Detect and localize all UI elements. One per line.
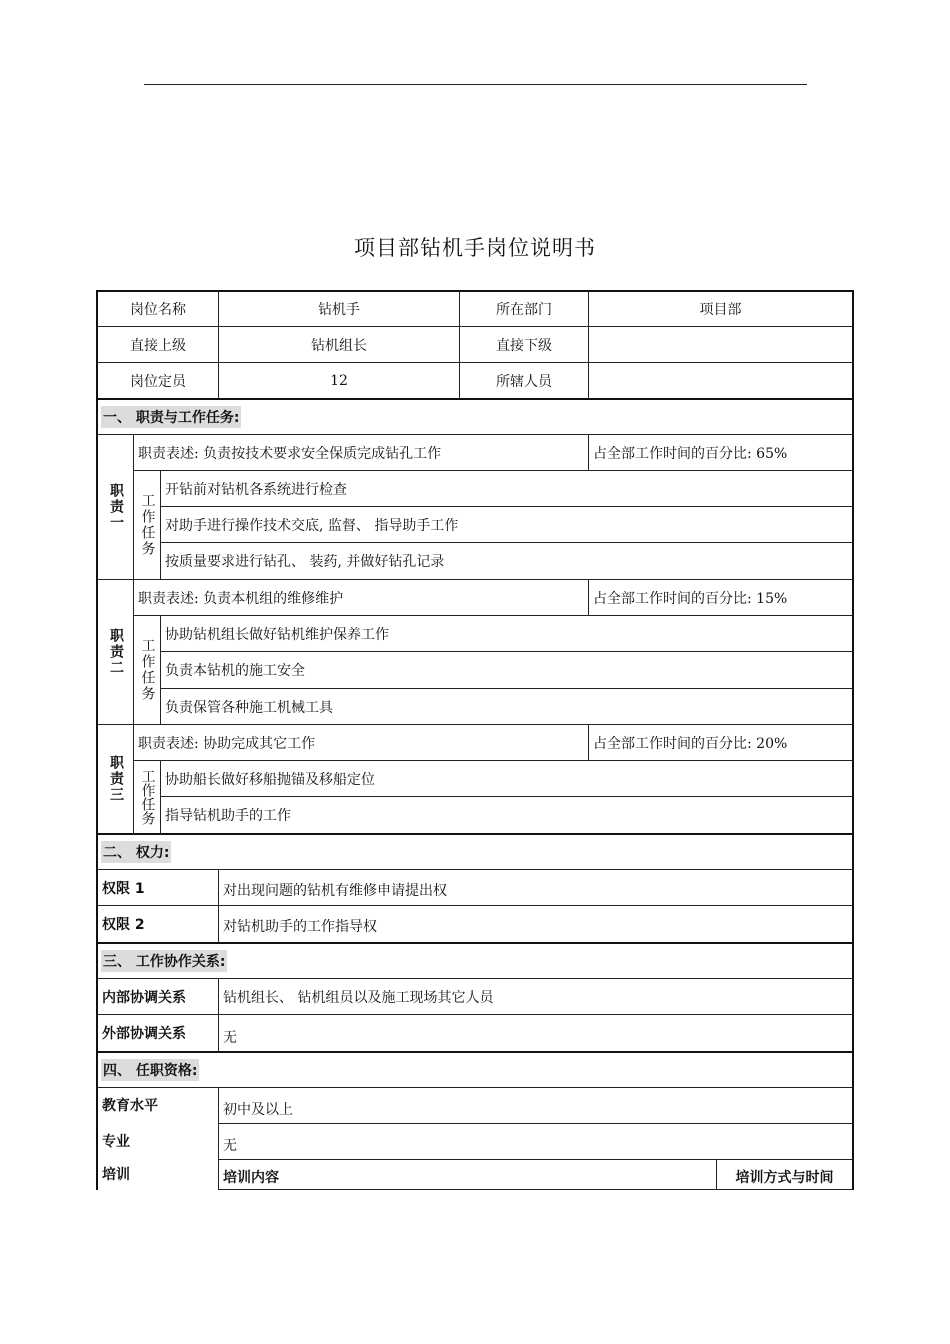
education-label: 教育水平 — [102, 1097, 158, 1114]
label-department: 所在部门 — [496, 301, 552, 318]
duty-3-statement: 职责表述: 协助完成其它工作 — [138, 735, 316, 752]
duty-1-task-3: 按质量要求进行钻孔、 装药, 并做好钻孔记录 — [165, 554, 445, 570]
duty-1-label-text: 职责一 — [108, 483, 124, 531]
label-position-name: 岗位名称 — [130, 301, 186, 318]
duty-3-task-2: 指导钻机助手的工作 — [165, 808, 291, 824]
education-value: 初中及以上 — [223, 1101, 293, 1118]
value-staff-under — [589, 363, 852, 398]
header-rule — [144, 84, 807, 85]
authority-2-value: 对钻机助手的工作指导权 — [223, 918, 377, 935]
duty-2-task-2: 负责本钻机的施工安全 — [165, 663, 305, 679]
duty-2-percent: 占全部工作时间的百分比: 15% — [593, 590, 788, 607]
duty-1-task-label: 工作任务 — [139, 493, 156, 557]
major-label: 专业 — [102, 1133, 130, 1150]
duty-2-task-3: 负责保管各种施工机械工具 — [165, 699, 333, 716]
duty-3-task-label: 工作任务 — [139, 769, 156, 825]
external-relation-label: 外部协调关系 — [102, 1025, 186, 1042]
duty-1-task-1: 开钻前对钻机各系统进行检查 — [165, 481, 347, 498]
external-relation-value: 无 — [223, 1029, 237, 1046]
section-heading-authority: 二、 权力: — [98, 835, 852, 869]
value-position-name: 钻机手 — [318, 301, 360, 318]
duty-3-percent: 占全部工作时间的百分比: 20% — [593, 735, 788, 752]
training-content-header: 培训内容 — [223, 1170, 279, 1186]
major-value: 无 — [223, 1137, 237, 1154]
duty-2-label — [98, 580, 133, 724]
value-direct-superior: 钻机组长 — [311, 337, 367, 354]
authority-2-label: 权限 2 — [102, 916, 145, 933]
duty-2-statement: 职责表述: 负责本机组的维修维护 — [138, 590, 344, 607]
label-headcount: 岗位定员 — [130, 373, 186, 390]
training-method-header: 培训方式与时间 — [735, 1170, 834, 1186]
duty-3-label-text: 职责三 — [108, 755, 124, 803]
internal-relation-value: 钻机组长、 钻机组员以及施工现场其它人员 — [223, 989, 494, 1006]
duty-2-task-label: 工作任务 — [139, 638, 156, 702]
training-label: 培训 — [102, 1167, 130, 1183]
section-heading-duties: 一、 职责与工作任务: — [98, 400, 852, 434]
duty-1-label — [98, 435, 133, 579]
section-heading-collaboration: 三、 工作协作关系: — [98, 944, 852, 978]
value-headcount: 12 — [330, 372, 348, 389]
authority-1-value: 对出现问题的钻机有维修申请提出权 — [223, 882, 447, 899]
label-direct-subordinate: 直接下级 — [496, 337, 552, 354]
duty-1-percent: 占全部工作时间的百分比: 65% — [593, 445, 788, 462]
duty-3-label — [98, 725, 133, 833]
label-direct-superior: 直接上级 — [130, 337, 186, 354]
duty-3-task-1: 协助船长做好移船抛锚及移船定位 — [165, 771, 375, 788]
value-department: 项目部 — [699, 301, 742, 318]
duty-1-task-2: 对助手进行操作技术交底, 监督、 指导助手工作 — [165, 517, 459, 534]
value-direct-subordinate — [589, 327, 852, 362]
internal-relation-label: 内部协调关系 — [102, 989, 186, 1006]
label-staff-under: 所辖人员 — [496, 373, 552, 390]
authority-1-label: 权限 1 — [102, 880, 145, 897]
section-heading-qualifications: 四、 任职资格: — [98, 1053, 852, 1087]
duty-2-task-1: 协助钻机组长做好钻机维护保养工作 — [165, 626, 389, 643]
duty-1-statement: 职责表述: 负责按技术要求安全保质完成钻孔工作 — [138, 445, 442, 462]
document-title: 项目部钻机手岗位说明书 — [354, 236, 596, 260]
duty-2-label-text: 职责二 — [108, 628, 124, 676]
